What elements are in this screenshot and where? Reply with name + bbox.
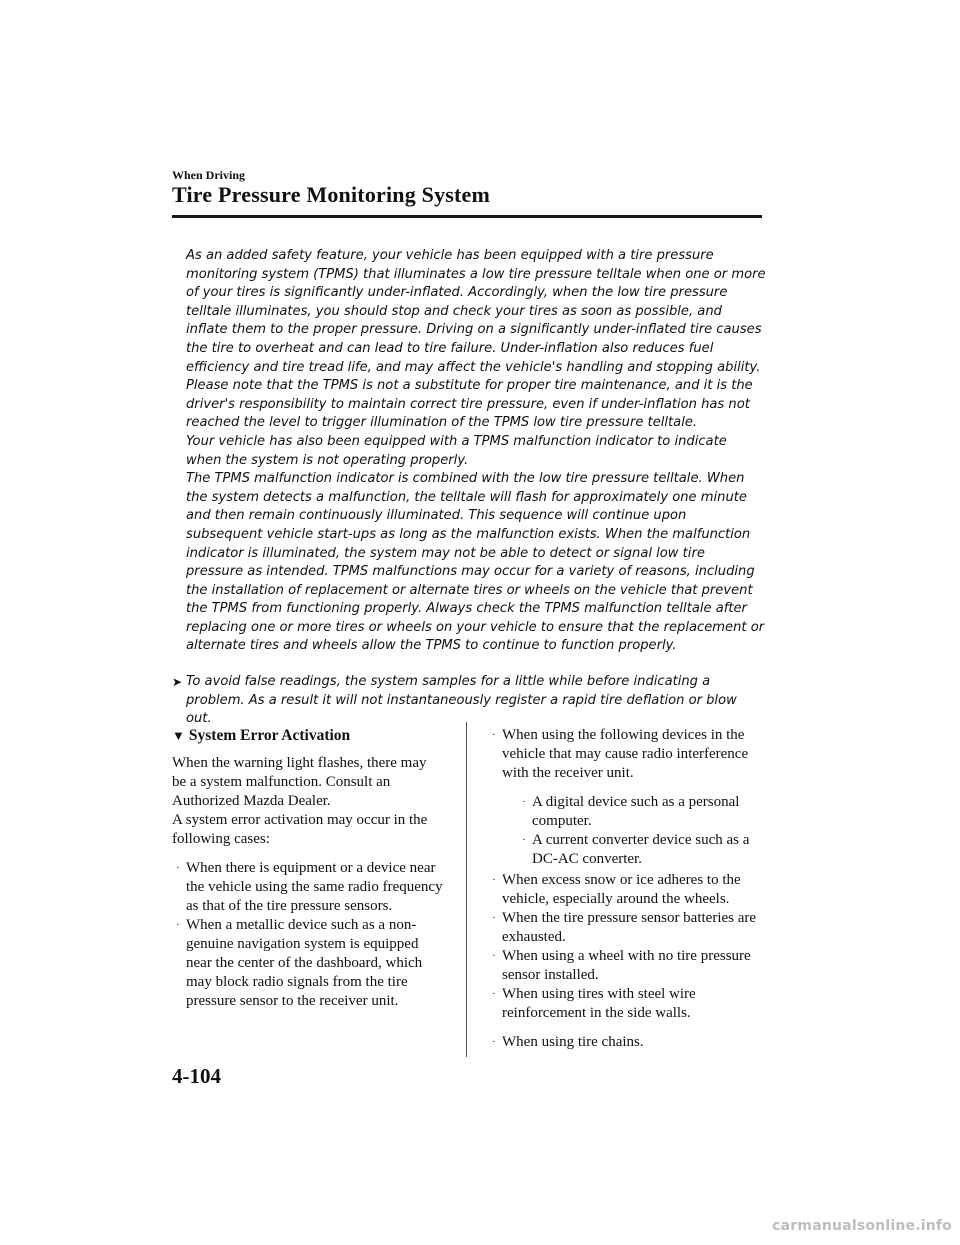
section-heading — [172, 726, 444, 745]
intro-paragraph: The TPMS malfunction indicator is combined with the low tire pressure telltale. When the system detects a malfunction, the telltale will flash for approximately one minute and then remain continuously illuminated. This sequence will continue upon subsequent vehicle start-ups as long as the malfunction exists. When the malfunction indicator is illuminated, the system may not be able to detect or signal low tire pressure as intended. TPMS malfunctions may occur for a variety of reasons, including the installation of replacement or alternate tires or wheels on the vehicle that prevent the TPMS from functioning properly. Always check the TPMS malfunction telltale after replacing one or more tires or wheels on your vehicle to ensure that the replacement or alternate tires and wheels allow the TPMS to continue to function properly. — [186, 471, 765, 654]
dot-bullet-icon: · — [176, 862, 180, 874]
page-number: 4-104 — [172, 1064, 221, 1088]
dot-bullet-icon: · — [492, 874, 496, 886]
list-item-text: When there is equipment or a device near the vehicle using the same radio frequency as that of the tire pressure sensors. — [186, 860, 443, 914]
list-item — [172, 859, 444, 916]
list-item — [488, 947, 763, 985]
intro-block — [186, 247, 766, 656]
device-list — [518, 793, 763, 869]
list-item-text: When the tire pressure sensor batteries are exhausted. — [502, 910, 757, 945]
list-item-text: A current converter device such as a DC-AC converter. — [532, 832, 750, 867]
page-title: Tire Pressure Monitoring System — [172, 182, 491, 207]
intro-note — [172, 673, 766, 729]
section-label: When Driving — [172, 168, 246, 182]
section-heading-text: System Error Activation — [188, 727, 351, 744]
right-column — [488, 726, 763, 1052]
list-item-text: When using tire chains. — [502, 1034, 644, 1050]
list-item — [518, 831, 763, 869]
intro-note-text: To avoid false readings, the system samples for a little while before indicating a problem. As a result it will not instantaneously register a rapid tire deflation or blow out. — [186, 674, 737, 727]
intro-paragraph: Please note that the TPMS is not a substitute for proper tire maintenance, and it is the driver's responsibility to maintain correct tire pressure, even if under-inflation has not reached the level to trigger illumination of the TPMS low tire pressure telltale. — [186, 378, 753, 431]
list-item-text: When using a wheel with no tire pressure sensor installed. — [502, 948, 751, 983]
case-list — [172, 859, 444, 1011]
triangle-down-icon: ▼ — [172, 728, 185, 743]
list-item — [488, 871, 763, 909]
dot-bullet-icon: · — [522, 834, 526, 846]
dot-bullet-icon: · — [492, 912, 496, 924]
watermark: carmanualsonline.info — [772, 1218, 952, 1234]
dot-bullet-icon: · — [492, 729, 496, 741]
list-item-text: When using tires with steel wire reinforcement in the side walls. — [502, 986, 696, 1021]
list-item-text: When using the following devices in the vehicle that may cause radio interference with the receiver unit. — [502, 727, 749, 781]
intro-paragraph: Your vehicle has also been equipped with a TPMS malfunction indicator to indicate when the system is not operating properly. — [186, 433, 727, 468]
list-item-text: When a metallic device such as a non-genuine navigation system is equipped near the center of the dashboard, which may block radio signals from the tire pressure sensor to the receiver unit. — [186, 917, 423, 1009]
list-item — [488, 726, 763, 869]
list-item-text: When excess snow or ice adheres to the vehicle, especially around the wheels. — [502, 872, 741, 907]
list-item — [518, 793, 763, 831]
dot-bullet-icon: · — [492, 988, 496, 1000]
arrow-bullet-icon: ➤ — [172, 675, 183, 689]
case-list — [488, 726, 763, 1052]
left-column — [172, 726, 444, 1011]
list-item — [488, 909, 763, 947]
dot-bullet-icon: · — [522, 796, 526, 808]
dot-bullet-icon: · — [176, 919, 180, 931]
dot-bullet-icon: · — [492, 1036, 496, 1048]
intro-paragraph: As an added safety feature, your vehicle has been equipped with a tire pressure monitoring system (TPMS) that illuminates a low tire pressure telltale when one or more of your tires is significantly under-inflated. Accordingly, when the low tire pressure telltale illuminates, you should stop and check your tires as soon as possible, and inflate them to the proper pressure. Driving on a significantly under-inflated tire causes the tire to overheat and can lead to tire failure. Under-inflation also reduces fuel efficiency and tire tread life, and may affect the vehicle's handling and stopping ability. — [186, 248, 766, 375]
list-item — [488, 985, 763, 1023]
column-divider — [466, 722, 467, 1057]
section-paragraph: When the warning light flashes, there may be a system malfunction. Consult an Authorized Mazda Dealer. — [172, 755, 427, 809]
dot-bullet-icon: · — [492, 950, 496, 962]
section-paragraph: A system error activation may occur in the following cases: — [172, 812, 428, 847]
list-item-text: A digital device such as a personal computer. — [532, 794, 740, 829]
list-item — [172, 916, 444, 1011]
list-item — [488, 1033, 763, 1052]
title-rule — [172, 215, 762, 218]
